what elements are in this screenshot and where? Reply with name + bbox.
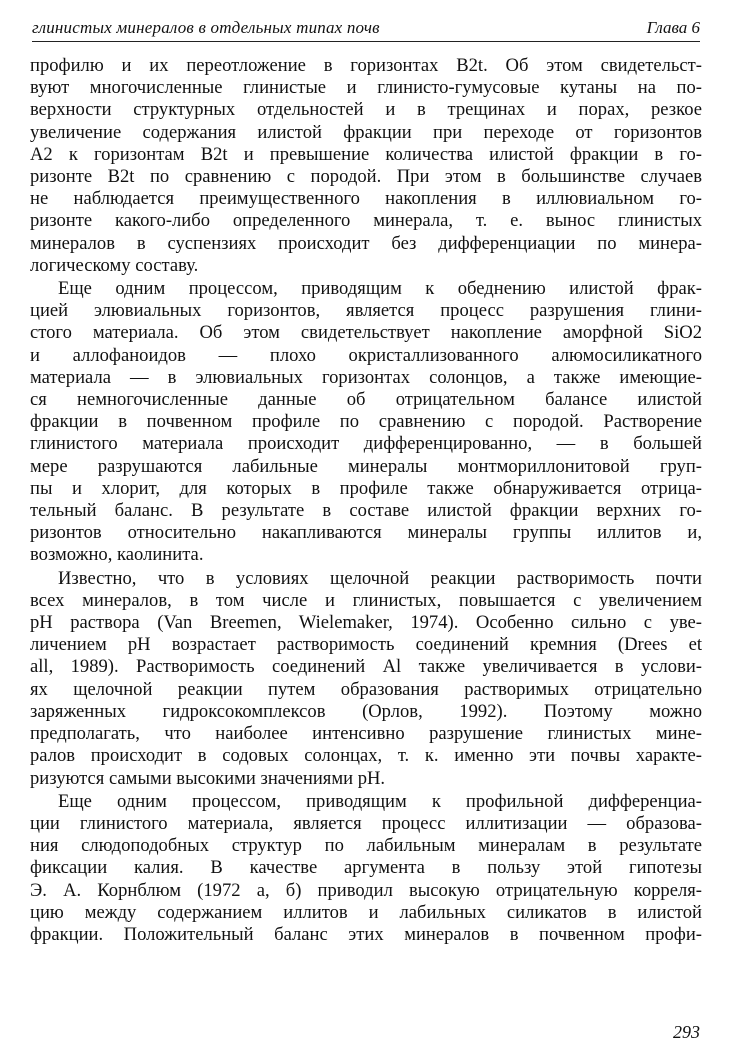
text-line: логическому составу. <box>30 254 199 276</box>
paragraph-4 <box>30 791 702 946</box>
text-line: all, 1989). Растворимость соединений Al также увеличивается в услови- <box>30 656 702 678</box>
text-line: возможно, каолинита. <box>30 544 204 566</box>
running-header-chapter: Глава 6 <box>646 18 700 37</box>
running-header <box>32 12 700 42</box>
text-line: предполагать, что наиболее интенсивно разрушение глинистых мине- <box>30 723 702 745</box>
text-line: ризонте B2t по сравнению с породой. При этом в большинстве случаев <box>30 166 702 188</box>
paragraph-2 <box>30 278 702 567</box>
text-line: вуют многочисленные глинистые и глинисто-гумусовые кутаны на по- <box>30 77 702 99</box>
text-line: минералов в суспензиях происходит без дифференциации по минера- <box>30 232 702 254</box>
text-line: ния слюдоподобных структур по лабильным минералам в результате <box>30 835 702 857</box>
paragraph-3 <box>30 568 702 790</box>
text-line: стого материала. Об этом свидетельствует накопление аморфной SiO2 <box>30 322 702 344</box>
text-line: ралов происходит в содовых солонцах, т. к. именно эти почвы характе- <box>30 745 702 767</box>
text-line: фракции. Положительный баланс этих минералов в почвенном профи- <box>30 923 702 945</box>
text-line: Известно, что в условиях щелочной реакции растворимость почти <box>58 567 702 589</box>
text-line: верхности структурных отдельностей и в трещинах и порах, резкое <box>30 99 702 121</box>
text-line: Э. А. Корнблюм (1972 а, б) приводил высокую отрицательную корреля- <box>30 879 702 901</box>
text-line: фракции в почвенном профиле по сравнению с породой. Растворение <box>30 411 702 433</box>
text-line: цию между содержанием иллитов и лабильных силикатов в илистой <box>30 901 702 923</box>
text-line: профилю и их переотложение в горизонтах B2t. Об этом свидетельст- <box>30 55 702 76</box>
body-text <box>30 55 702 946</box>
text-line: Еще одним процессом, приводящим к обеднению илистой фрак- <box>58 278 702 300</box>
text-line: материала — в элювиальных горизонтах солонцов, а также имеющие- <box>30 366 702 388</box>
text-line: личением pH возрастает растворимость соединений кремния (Drees et <box>30 634 702 656</box>
text-line: Еще одним процессом, приводящим к профильной дифференциа- <box>58 790 702 812</box>
text-line: пы и хлорит, для которых в профиле также обнаруживается отрица- <box>30 477 702 499</box>
text-line: не наблюдается преимущественного накопления в иллювиальном го- <box>30 188 702 210</box>
text-line: ризуются самыми высокими значениями pH. <box>30 767 386 789</box>
text-line: pH раствора (Van Breemen, Wielemaker, 1974). Особенно сильно с уве- <box>30 612 702 634</box>
text-line: ях щелочной реакции путем образования растворимых отрицательно <box>30 678 702 700</box>
text-line: ся немногочисленные данные об отрицательном балансе илистой <box>30 389 702 411</box>
text-line: ции глинистого материала, является процесс иллитизации — образова- <box>30 812 702 834</box>
running-header-title: глинистых минералов в отдельных типах почв <box>32 18 380 37</box>
text-line: и аллофаноидов — плохо окристаллизованного алюмосиликатного <box>30 344 702 366</box>
text-line: фиксации калия. В качестве аргумента в пользу этой гипотезы <box>30 857 702 879</box>
text-line: тельный баланс. В результате в составе илистой фракции верхних го- <box>30 500 702 522</box>
text-line: А2 к горизонтам B2t и превышение количества илистой фракции в го- <box>30 143 702 165</box>
text-line: увеличение содержания илистой фракции при переходе от горизонтов <box>30 121 702 143</box>
text-line: мере разрушаются лабильные минералы монтмориллонитовой груп- <box>30 455 702 477</box>
text-line: заряженных гидроксокомплексов (Орлов, 1992). Поэтому можно <box>30 700 702 722</box>
text-line: ризонтов относительно накапливаются минералы группы иллитов и, <box>30 522 702 544</box>
text-line: цией элювиальных горизонтов, является процесс разрушения глини- <box>30 300 702 322</box>
text-line: ризонте какого-либо определенного минерала, т. е. вынос глинистых <box>30 210 702 232</box>
page-number: 293 <box>673 1022 700 1042</box>
text-line: глинистого материала происходит дифференцированно, — в большей <box>30 433 702 455</box>
paragraph-1 <box>30 55 702 277</box>
text-line: всех минералов, в том числе и глинистых, повышается с увеличением <box>30 589 702 611</box>
